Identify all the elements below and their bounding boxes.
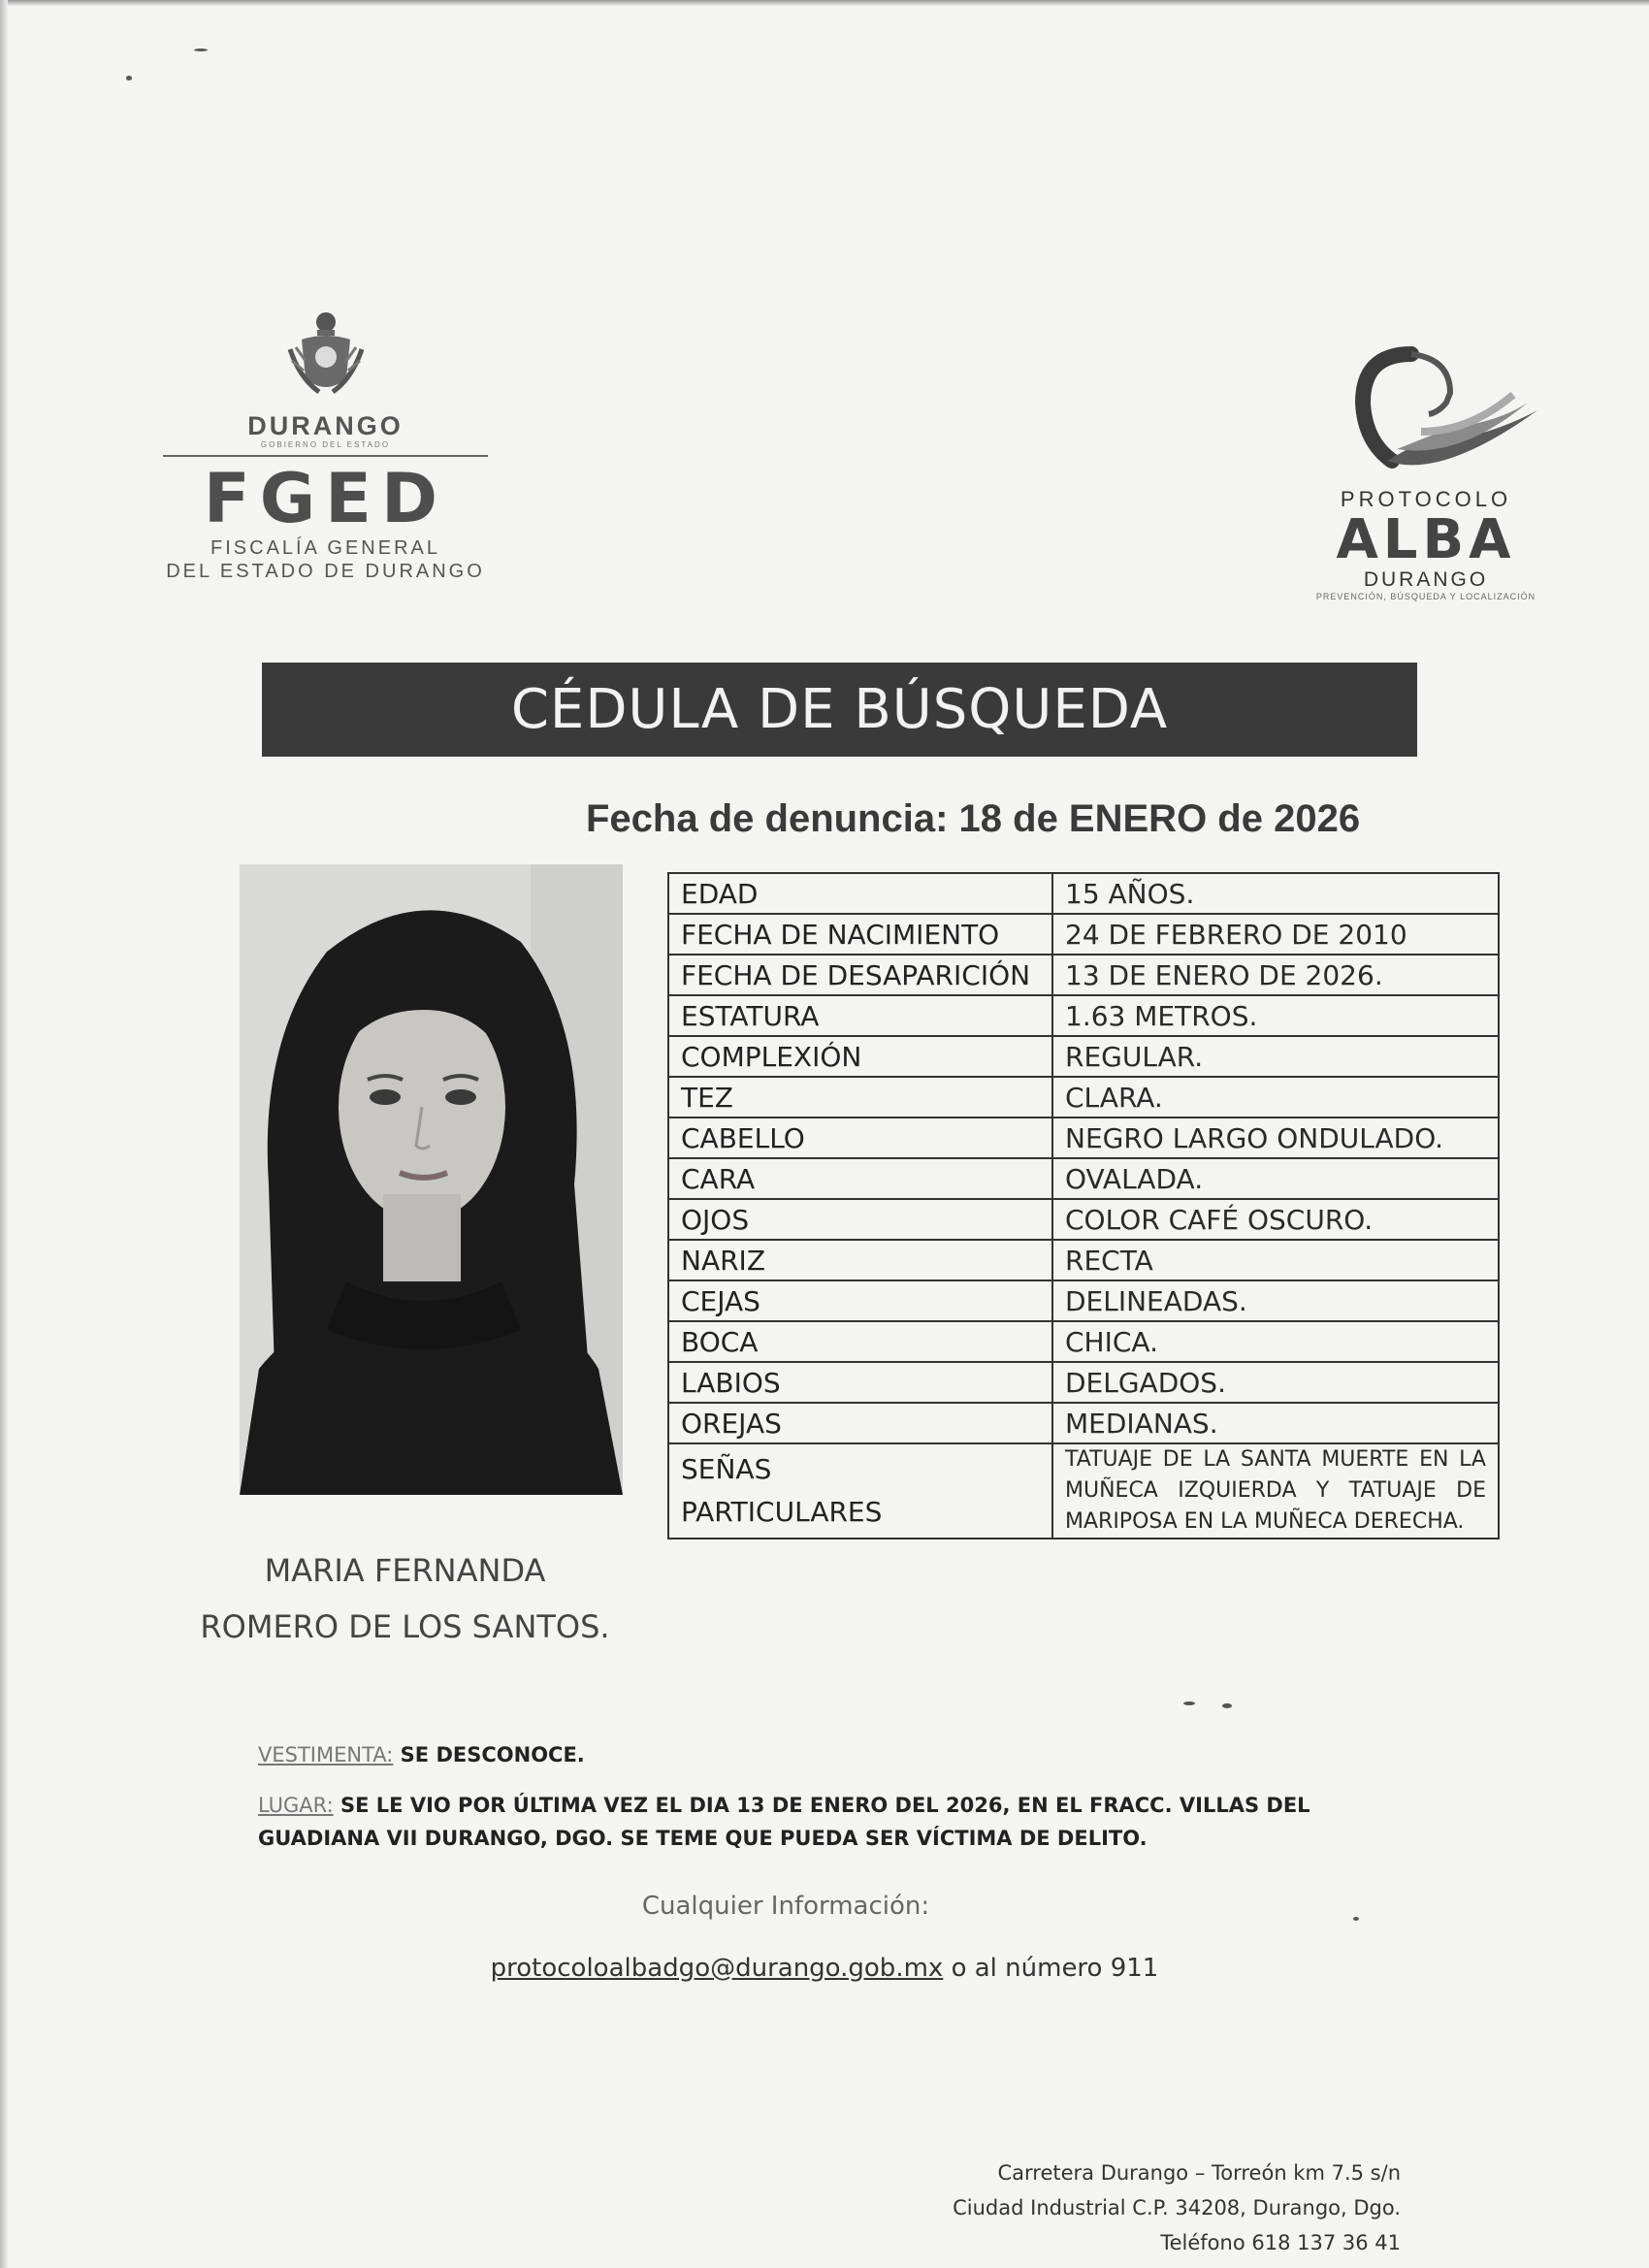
- row-label-height: ESTATURA: [668, 995, 1052, 1036]
- row-value-eyebrows: DELINEADAS.: [1052, 1280, 1499, 1321]
- footer-line3: Teléfono 618 137 36 41: [1160, 2231, 1401, 2254]
- row-label-nose: NARIZ: [668, 1240, 1052, 1280]
- row-value-lips: DELGADOS.: [1052, 1362, 1499, 1403]
- row-value-build: REGULAR.: [1052, 1036, 1499, 1077]
- table-row: [668, 873, 1499, 914]
- table-row: [668, 1240, 1499, 1280]
- person-name-line1: MARIA FERNANDA: [264, 1552, 546, 1589]
- document-title: CÉDULA DE BÚSQUEDA: [510, 678, 1169, 741]
- row-value-face: OVALADA.: [1052, 1158, 1499, 1199]
- portrait-image: [240, 864, 623, 1495]
- row-value-marks: TATUAJE DE LA SANTA MUERTE EN LA MUÑECA IZQUIERDA Y TATUAJE DE MARIPOSA EN LA MUÑECA DERECHA.: [1052, 1443, 1499, 1539]
- table-row: [668, 1118, 1499, 1158]
- page-edge-top: [0, 0, 1649, 6]
- row-label-eyes: OJOS: [668, 1199, 1052, 1240]
- table-row: [668, 995, 1499, 1036]
- row-value-hair: NEGRO LARGO ONDULADO.: [1052, 1118, 1499, 1158]
- scan-speck: [126, 76, 132, 81]
- table-row: [668, 1280, 1499, 1321]
- row-label-hair: CABELLO: [668, 1118, 1052, 1158]
- row-label-ears: OREJAS: [668, 1403, 1052, 1443]
- woman-profile-icon: [1305, 335, 1547, 480]
- contact-heading: Cualquier Información:: [641, 1892, 930, 1921]
- location-key: LUGAR:: [258, 1794, 334, 1817]
- info-block: [258, 1738, 1422, 1855]
- row-value-height: 1.63 METROS.: [1052, 995, 1499, 1036]
- person-name-line2: ROMERO DE LOS SANTOS.: [200, 1608, 610, 1645]
- coat-of-arms-icon: [273, 310, 379, 407]
- scan-speck: [1222, 1703, 1232, 1708]
- alba-logo: [1300, 335, 1552, 601]
- table-row: [668, 1077, 1499, 1118]
- fged-acronym: FGED: [203, 459, 448, 538]
- row-value-mouth: CHICA.: [1052, 1321, 1499, 1362]
- fged-logo: [163, 310, 488, 583]
- contact-email-link[interactable]: protocoloalbadgo@durango.gob.mx: [490, 1954, 944, 1983]
- table-row: [668, 1036, 1499, 1077]
- row-value-complexion: CLARA.: [1052, 1077, 1499, 1118]
- scan-speck: [194, 49, 208, 51]
- contact-line: [388, 1954, 1261, 1983]
- row-value-eyes: COLOR CAFÉ OSCURO.: [1052, 1199, 1499, 1240]
- scan-speck: [1183, 1701, 1195, 1705]
- durango-subtitle: GOBIERNO DEL ESTADO: [260, 440, 391, 449]
- description-table: [667, 872, 1500, 1539]
- row-label-complexion: TEZ: [668, 1077, 1052, 1118]
- marks-label-line1: SEÑAS: [681, 1453, 772, 1485]
- alba-protocolo: PROTOCOLO: [1340, 487, 1512, 511]
- row-label-eyebrows: CEJAS: [668, 1280, 1052, 1321]
- person-name: [165, 1542, 645, 1655]
- location-row: [258, 1789, 1422, 1855]
- table-row: [668, 1321, 1499, 1362]
- title-banner: [262, 663, 1417, 757]
- row-label-face: CARA: [668, 1158, 1052, 1199]
- location-value: SE LE VIO POR ÚLTIMA VEZ EL DIA 13 DE ENERO DEL 2026, EN EL FRACC. VILLAS DEL GUADIANA VII DURANGO, DGO. SE TEME QUE PUEDA SER VÍCTIMA DE DELITO.: [258, 1794, 1310, 1850]
- row-value-nose: RECTA: [1052, 1240, 1499, 1280]
- footer-line2: Ciudad Industrial C.P. 34208, Durango, Dgo.: [953, 2196, 1401, 2219]
- page-edge-left: [0, 0, 8, 2268]
- row-label-mouth: BOCA: [668, 1321, 1052, 1362]
- alba-tagline: PREVENCIÓN, BÚSQUEDA Y LOCALIZACIÓN: [1315, 592, 1536, 601]
- table-row: [668, 1403, 1499, 1443]
- row-value-ears: MEDIANAS.: [1052, 1403, 1499, 1443]
- report-date: Fecha de denuncia: 18 de ENERO de 2026: [586, 797, 1361, 840]
- fged-name-line2: DEL ESTADO DE DURANGO: [166, 561, 485, 582]
- clothing-key: VESTIMENTA:: [258, 1743, 394, 1766]
- logo-divider: [163, 455, 488, 457]
- table-row: [668, 955, 1499, 995]
- row-label-build: COMPLEXIÓN: [668, 1036, 1052, 1077]
- row-label-marks: [668, 1443, 1052, 1539]
- table-row: [668, 914, 1499, 955]
- row-label-lips: LABIOS: [668, 1362, 1052, 1403]
- scan-speck: [1353, 1917, 1359, 1921]
- row-value-birthdate: 24 DE FEBRERO DE 2010: [1052, 914, 1499, 955]
- row-label-birthdate: FECHA DE NACIMIENTO: [668, 914, 1052, 955]
- clothing-row: [258, 1738, 1422, 1771]
- row-value-age: 15 AÑOS.: [1052, 873, 1499, 914]
- row-label-disappearance-date: FECHA DE DESAPARICIÓN: [668, 955, 1052, 995]
- fged-name-line1: FISCALÍA GENERAL: [210, 537, 440, 559]
- footer-line1: Carretera Durango – Torreón km 7.5 s/n: [997, 2161, 1401, 2185]
- table-row: [668, 1443, 1499, 1539]
- alba-wordmark: ALBA: [1336, 508, 1516, 571]
- durango-wordmark: DURANGO: [247, 411, 404, 440]
- table-row: [668, 1199, 1499, 1240]
- contact-phone-text: o al número 911: [951, 1954, 1159, 1983]
- missing-person-photo: [240, 864, 623, 1495]
- clothing-value: SE DESCONOCE.: [400, 1743, 585, 1766]
- row-label-age: EDAD: [668, 873, 1052, 914]
- marks-label-line2: PARTICULARES: [681, 1496, 883, 1528]
- table-row: [668, 1362, 1499, 1403]
- row-value-disappearance-date: 13 DE ENERO DE 2026.: [1052, 955, 1499, 995]
- footer-address: [953, 2155, 1401, 2260]
- alba-durango: DURANGO: [1363, 568, 1489, 591]
- table-row: [668, 1158, 1499, 1199]
